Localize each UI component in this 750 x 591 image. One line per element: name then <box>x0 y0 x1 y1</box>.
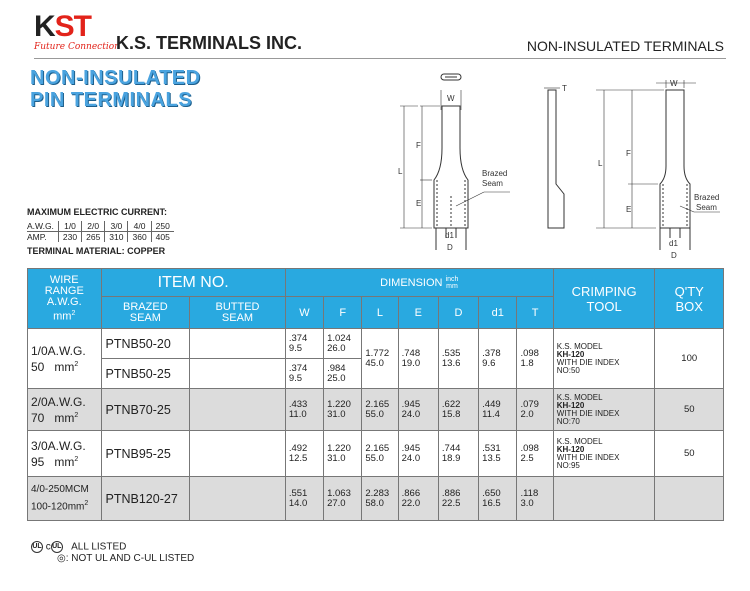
label-d-right: D <box>671 251 677 260</box>
butted-cell <box>190 431 286 477</box>
crimping-tool-cell: K.S. MODEL KH-120 WITH DIE INDEX NO:95 <box>553 431 655 477</box>
not-listed-mark-icon: ◎ <box>57 553 66 564</box>
label-brazed-right: Brazed <box>694 193 720 202</box>
table-row <box>28 431 724 477</box>
label-e: E <box>416 199 422 208</box>
dim-w: .551 14.0 <box>285 477 323 521</box>
not-listed-text: : NOT UL AND C-UL LISTED <box>65 553 195 564</box>
awg-cell: 1/0A.W.G. 50 $mm^2$ <box>28 329 102 389</box>
dim-f: 1.220 31.0 <box>324 431 362 477</box>
dim-l: 2.165 55.0 <box>362 389 398 431</box>
butted-seam-header: BUTTED SEAM <box>190 297 286 329</box>
dim-d1: .650 16.5 <box>479 477 517 521</box>
table-row <box>28 477 724 521</box>
col-t: T <box>517 297 553 329</box>
cul-mark-icon: UL <box>51 541 63 553</box>
col-l: L <box>362 297 398 329</box>
dim-f: 1.024 26.0 <box>324 329 362 359</box>
awg-cell: 2/0A.W.G. 70 $mm^2$ <box>28 389 102 431</box>
dim-t: .079 2.0 <box>517 389 553 431</box>
company-name: K.S. TERMINALS INC. <box>116 33 303 53</box>
label-l-right: L <box>598 159 603 168</box>
awg-cell: 4/0-250MCM $100-120mm^2$ <box>28 477 102 521</box>
col-e: E <box>398 297 438 329</box>
section-title: NON-INSULATED TERMINALS <box>526 38 724 54</box>
label-f-right: F <box>626 149 631 158</box>
crimping-tool-cell: K.S. MODEL KH-120 WITH DIE INDEX NO:50 <box>553 329 655 389</box>
current-table: A.W.G. 1/0 2/0 3/0 4/0 250 AMP. 230 265 310 360 405 <box>27 221 174 242</box>
brazed-seam-header: BRAZED SEAM <box>101 297 190 329</box>
dim-l: 1.772 45.0 <box>362 329 398 389</box>
col-d: D <box>438 297 478 329</box>
label-l: L <box>398 167 403 176</box>
dim-f: 1.063 27.0 <box>324 477 362 521</box>
dim-l: 2.283 58.0 <box>362 477 398 521</box>
dim-e: .945 24.0 <box>398 431 438 477</box>
table-row <box>28 389 724 431</box>
label-d: D <box>447 243 453 252</box>
header-rule <box>34 58 726 59</box>
butted-cell <box>190 477 286 521</box>
item-no-header: ITEM NO. <box>101 269 285 297</box>
qty-box-header: Q'TY BOX <box>655 269 724 329</box>
label-t: T <box>562 84 567 93</box>
qty-cell: 50 <box>655 431 724 477</box>
crimping-tool-header: CRIMPING TOOL <box>553 269 655 329</box>
dim-e: .866 22.0 <box>398 477 438 521</box>
dim-w: .492 12.5 <box>285 431 323 477</box>
dim-l: 2.165 55.0 <box>362 431 398 477</box>
part-number: PTNB50-20 <box>101 329 190 359</box>
dimension-header: DIMENSION inch mm <box>285 269 553 297</box>
dim-e: .748 19.0 <box>398 329 438 389</box>
label-w-right: W <box>670 79 678 88</box>
col-w: W <box>285 297 323 329</box>
dim-f: .984 25.0 <box>324 359 362 389</box>
label-brazed: Brazed <box>482 169 508 178</box>
dim-d: .744 18.9 <box>438 431 478 477</box>
part-number: PTNB50-25 <box>101 359 190 389</box>
col-d1: d1 <box>479 297 517 329</box>
label-seam-right: Seam <box>696 203 717 212</box>
current-title: MAXIMUM ELECTRIC CURRENT: <box>27 207 167 217</box>
dim-w: .374 9.5 <box>285 359 323 389</box>
label-d1-right: d1 <box>669 239 678 248</box>
dim-d1: .531 13.5 <box>479 431 517 477</box>
dim-d1: .378 9.6 <box>479 329 517 389</box>
dim-d1: .449 11.4 <box>479 389 517 431</box>
col-f: F <box>324 297 362 329</box>
label-w: W <box>447 94 455 103</box>
ul-mark-icon: UL <box>31 541 43 553</box>
dim-t: .098 1.8 <box>517 329 553 389</box>
part-number: PTNB95-25 <box>101 431 190 477</box>
wire-range-header: WIRE RANGE A.W.G. $mm^2$ <box>28 269 102 329</box>
crimping-tool-cell: K.S. MODEL KH-120 WITH DIE INDEX NO:70 <box>553 389 655 431</box>
dim-d: .622 15.8 <box>438 389 478 431</box>
butted-cell <box>190 359 286 389</box>
listing-legend: UL cUL ALL LISTED ◎: NOT UL AND C-UL LISTED <box>32 541 195 564</box>
dim-f: 1.220 31.0 <box>324 389 362 431</box>
dim-e: .945 24.0 <box>398 389 438 431</box>
butted-cell <box>190 329 286 359</box>
all-listed-text: ALL LISTED <box>71 541 127 553</box>
qty-cell <box>655 477 724 521</box>
dim-d: .535 13.6 <box>438 329 478 389</box>
qty-cell: 50 <box>655 389 724 431</box>
part-number: PTNB120-27 <box>101 477 190 521</box>
label-d1: d1 <box>445 231 454 240</box>
label-f: F <box>416 141 421 150</box>
side-view-body <box>548 90 564 228</box>
kst-logo: KST <box>34 10 92 43</box>
crimping-tool-cell <box>553 477 655 521</box>
dim-w: .374 9.5 <box>285 329 323 359</box>
butted-cell <box>190 389 286 431</box>
part-number: PTNB70-25 <box>101 389 190 431</box>
page-header <box>34 8 724 56</box>
label-seam: Seam <box>482 179 503 188</box>
terminal-material: TERMINAL MATERIAL: COPPER <box>27 246 166 256</box>
awg-cell: 3/0A.W.G. 95 $mm^2$ <box>28 431 102 477</box>
dim-w: .433 11.0 <box>285 389 323 431</box>
spec-table <box>27 268 724 521</box>
table-row <box>28 329 724 359</box>
page-title: NON-INSULATED PIN TERMINALS <box>30 67 201 111</box>
dim-d: .886 22.5 <box>438 477 478 521</box>
terminal-drawing <box>380 66 720 262</box>
right-view-body <box>660 90 690 228</box>
qty-cell: 100 <box>655 329 724 389</box>
logo-tagline: Future Connection <box>34 42 120 52</box>
label-e-right: E <box>626 205 632 214</box>
dim-t: .118 3.0 <box>517 477 553 521</box>
dim-t: .098 2.5 <box>517 431 553 477</box>
